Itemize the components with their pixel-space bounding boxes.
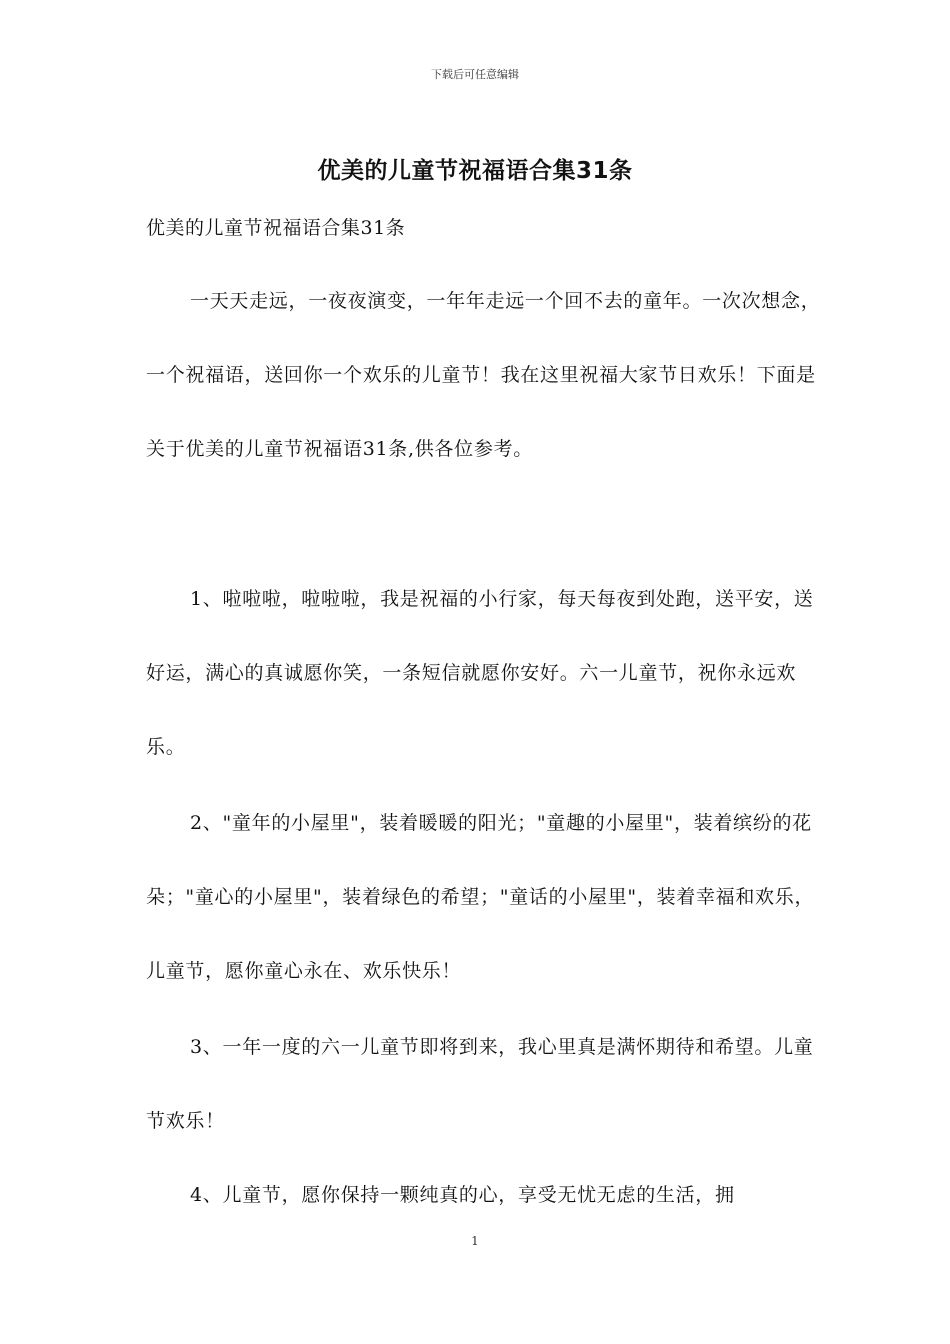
blessing-paragraph-2: 2、"童年的小屋里"，装着暖暖的阳光；"童趣的小屋里"，装着缤纷的花朵；"童心的小屋里"，装着绿色的希望；"童话的小屋里"，装着幸福和欢乐，儿童节，愿你童心永在、欢乐快乐！ [146, 812, 815, 982]
blessing-paragraph-1: 1、啦啦啦，啦啦啦，我是祝福的小行家，每天每夜到处跑，送平安，送好运，满心的真诚愿你笑，一条短信就愿你安好。六一儿童节，祝你永远欢乐。 [146, 588, 814, 758]
intro-paragraph: 一天天走远，一夜夜演变，一年年走远一个回不去的童年。一次次想念，一个祝福语，送回你一个欢乐的儿童节！我在这里祝福大家节日欢乐！下面是关于优美的儿童节祝福语31条,供各位参考。 [146, 290, 821, 460]
page-header-note: 下载后可任意编辑 [431, 68, 519, 81]
document-subtitle: 优美的儿童节祝福语合集31条 [146, 217, 406, 239]
blessing-paragraph-4: 4、儿童节，愿你保持一颗纯真的心，享受无忧无虑的生活，拥 [190, 1184, 735, 1206]
page-number: 1 [471, 1234, 479, 1248]
document-title: 优美的儿童节祝福语合集31条 [317, 158, 633, 184]
blessing-paragraph-3: 3、一年一度的六一儿童节即将到来，我心里真是满怀期待和希望。儿童节欢乐！ [146, 1036, 814, 1132]
